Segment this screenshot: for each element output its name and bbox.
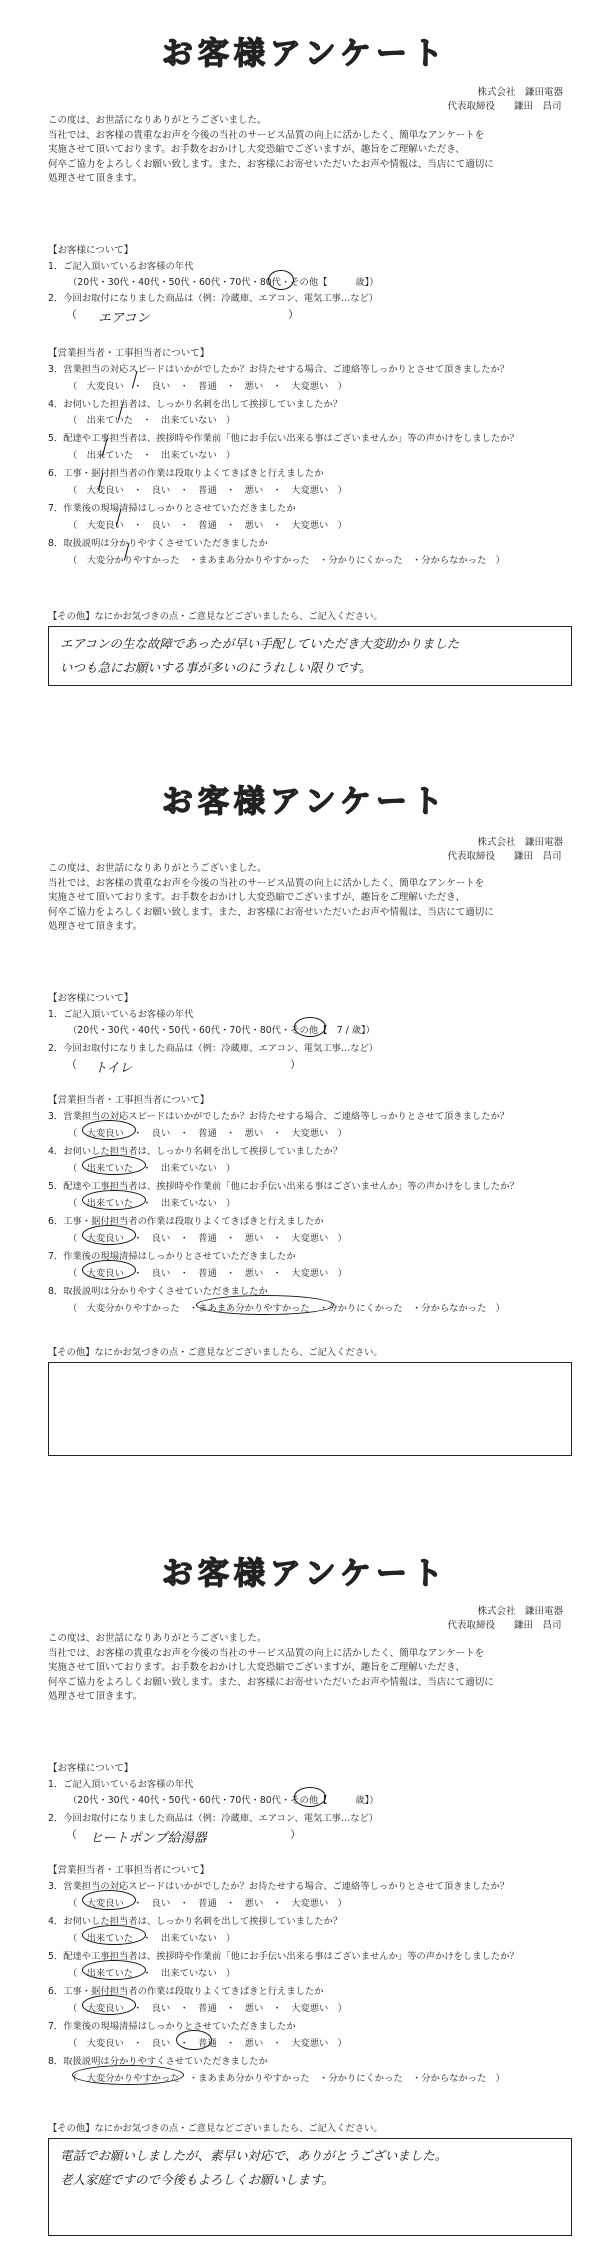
company-name: 株式会社 鎌田電器 xyxy=(477,837,563,848)
handwritten-answer: ヒートポンプ給湯器 xyxy=(90,1831,207,1846)
survey-title: お客様アンケート xyxy=(161,36,449,72)
intro-line: 何卒ご協力をよろしくお願い致します。また、お客様にお寄せいただいたお声や情報は、当店にて適切に xyxy=(48,906,494,918)
intro-line: 実施させて頂いております。お手数をおかけし大変恐縮でございますが、趣旨をご理解いただき、 xyxy=(48,144,465,155)
question-3-options: （ 大変良い ・ 良い ・ 普通 ・ 悪い ・ 大変悪い ） xyxy=(68,1128,347,1139)
intro-line: この度は、お世話になりありがとうございました。 xyxy=(48,1633,267,1644)
question-6: 6．工事・据付担当者の作業は段取りよくてきぱきと行えましたか xyxy=(48,1216,324,1227)
answer-circle xyxy=(82,1155,146,1175)
question-5: 5．配達や工事担当者は、挨拶時や作業前「他にお手伝い出来る事はございませんか」等の声かけをしましたか？ xyxy=(48,1951,519,1962)
survey-title: お客様アンケート xyxy=(161,1556,449,1592)
handwritten-answer: エアコン xyxy=(98,311,150,326)
answer-circle xyxy=(268,270,294,290)
section-customer: 【お客様について】 xyxy=(48,245,134,256)
question-6-options: （ 大変良い ・ 良い ・ 普通 ・ 悪い ・ 大変悪い ） xyxy=(68,1233,347,1244)
company-name: 株式会社 鎌田電器 xyxy=(477,87,563,98)
answer-paren-close: ） xyxy=(290,1828,301,1841)
question-3: 3．営業担当の対応スピードはいかがでしたか？お待たせする場合、ご連絡等しっかりとさせて頂きましたか？ xyxy=(48,364,510,375)
handwritten-comment: 老人家庭ですので今後もよろしくお願いします。 xyxy=(60,2172,335,2187)
intro-text xyxy=(48,114,568,187)
intro-line: 処理させて頂きます。 xyxy=(48,1691,143,1702)
question-6-options: （ 大変良い ・ 良い ・ 普通 ・ 悪い ・ 大変悪い ） xyxy=(68,2003,347,2014)
intro-line: 当社では、お客様の貴重なお声を今後の当社のサービス品質の向上に活かしたく、簡単なアンケートを xyxy=(48,129,485,141)
answer-circle xyxy=(82,1190,146,1210)
company-block xyxy=(447,1605,563,1633)
handwritten-comment: いつも急にお願いする事が多いのにうれしい限りです。 xyxy=(60,660,372,675)
question-5-options: （ 出来ていた ・ 出来ていない ） xyxy=(68,450,236,461)
answer-paren-open: （ xyxy=(66,308,77,321)
company-name: 株式会社 鎌田電器 xyxy=(477,1606,563,1617)
intro-text xyxy=(48,1632,568,1705)
question-8: 8．取扱説明は分かりやすくさせていただきましたか xyxy=(48,2056,268,2067)
question-8-options: （ 大変分かりやすかった ・まあまあ分かりやすかった ・分かりにくかった ・分からなかった ） xyxy=(68,1303,505,1314)
answer-circle xyxy=(82,1120,136,1140)
intro-line: 実施させて頂いております。お手数をおかけし大変恐縮でございますが、趣旨をご理解いただき、 xyxy=(48,1662,465,1673)
question-8: 8．取扱説明は分かりやすくさせていただきましたか xyxy=(48,538,268,549)
answer-circle xyxy=(176,2030,212,2050)
answer-paren-close: ） xyxy=(290,1058,301,1071)
answer-circle xyxy=(82,1260,136,1280)
question-4: 4．お伺いした担当者は、しっかり名刺を出して挨拶していましたか？ xyxy=(48,399,343,410)
question-7-options: （ 大変良い ・ 良い ・ 普通 ・ 悪い ・ 大変悪い ） xyxy=(68,2038,347,2049)
question-7-options: （ 大変良い ・ 良い ・ 普通 ・ 悪い ・ 大変悪い ） xyxy=(68,520,347,531)
question-1-options: （20代・30代・40代・50代・60代・70代・80代・その他【 7 / 歳】） xyxy=(68,1025,375,1036)
section-staff: 【営業担当者・工事担当者について】 xyxy=(48,348,210,359)
answer-circle xyxy=(82,1925,146,1945)
question-4-options: （ 出来ていた ・ 出来ていない ） xyxy=(68,415,236,426)
answer-circle xyxy=(196,1295,334,1315)
question-4-options: （ 出来ていた ・ 出来ていない ） xyxy=(68,1163,236,1174)
question-4: 4．お伺いした担当者は、しっかり名刺を出して挨拶していましたか？ xyxy=(48,1916,343,1927)
question-3-options: （ 大変良い ・ 良い ・ 普通 ・ 悪い ・ 大変悪い ） xyxy=(68,381,347,392)
answer-paren-open: （ xyxy=(66,1058,77,1071)
answer-circle xyxy=(82,1890,136,1910)
answer-circle xyxy=(72,2065,184,2085)
question-7: 7．作業後の現場清掃はしっかりとさせていただきましたか xyxy=(48,503,296,514)
question-1: 1．ご記入頂いているお客様の年代 xyxy=(48,261,194,272)
question-4: 4．お伺いした担当者は、しっかり名刺を出して挨拶していましたか？ xyxy=(48,1146,343,1157)
question-6: 6．工事・据付担当者の作業は段取りよくてきぱきと行えましたか xyxy=(48,1986,324,1997)
other-comments-label: 【その他】なにかお気づきの点・ご意見などございましたら、ご記入ください。 xyxy=(48,1347,383,1358)
answer-paren-open: （ xyxy=(66,1828,77,1841)
question-8: 8．取扱説明は分かりやすくさせていただきましたか xyxy=(48,1286,268,1297)
handwritten-answer: トイレ xyxy=(94,1061,133,1076)
intro-line: 何卒ご協力をよろしくお願い致します。また、お客様にお寄せいただいたお声や情報は、当店にて適切に xyxy=(48,1676,494,1688)
question-5-options: （ 出来ていた ・ 出来ていない ） xyxy=(68,1198,236,1209)
survey-title: お客様アンケート xyxy=(161,784,449,820)
intro-line: 当社では、お客様の貴重なお声を今後の当社のサービス品質の向上に活かしたく、簡単なアンケートを xyxy=(48,1647,485,1659)
question-2: 2．今回お取付になりました商品は（例：冷蔵庫、エアコン、電気工事…など） xyxy=(48,293,379,304)
question-2: 2．今回お取付になりました商品は（例：冷蔵庫、エアコン、電気工事…など） xyxy=(48,1043,379,1054)
question-6: 6．工事・据付担当者の作業は段取りよくてきぱきと行えましたか xyxy=(48,468,324,479)
intro-line: この度は、お世話になりありがとうございました。 xyxy=(48,863,267,874)
representative: 代表取締役 鎌田 昌司 xyxy=(447,1620,562,1631)
representative: 代表取締役 鎌田 昌司 xyxy=(447,851,562,862)
representative: 代表取締役 鎌田 昌司 xyxy=(447,101,562,112)
question-5: 5．配達や工事担当者は、挨拶時や作業前「他にお手伝い出来る事はございませんか」等の声かけをしましたか？ xyxy=(48,1181,519,1192)
question-1-options: （20代・30代・40代・50代・60代・70代・80代・その他【 歳】） xyxy=(68,1795,379,1806)
other-comments-label: 【その他】なにかお気づきの点・ご意見などございましたら、ご記入ください。 xyxy=(48,2123,383,2134)
section-customer: 【お客様について】 xyxy=(48,993,134,1004)
intro-line: 当社では、お客様の貴重なお声を今後の当社のサービス品質の向上に活かしたく、簡単なアンケートを xyxy=(48,877,485,889)
intro-line: 何卒ご協力をよろしくお願い致します。また、お客様にお寄せいただいたお声や情報は、当店にて適切に xyxy=(48,158,494,170)
section-customer: 【お客様について】 xyxy=(48,1763,134,1774)
comment-box xyxy=(48,1362,572,1456)
intro-line: この度は、お世話になりありがとうございました。 xyxy=(48,115,267,126)
answer-circle xyxy=(82,1960,146,1980)
answer-circle xyxy=(82,1225,136,1245)
answer-circle xyxy=(294,1787,326,1807)
answer-circle xyxy=(294,1017,326,1037)
question-7: 7．作業後の現場清掃はしっかりとさせていただきましたか xyxy=(48,1251,296,1262)
question-7-options: （ 大変良い ・ 良い ・ 普通 ・ 悪い ・ 大変悪い ） xyxy=(68,1268,347,1279)
question-3: 3．営業担当の対応スピードはいかがでしたか？お待たせする場合、ご連絡等しっかりとさせて頂きましたか？ xyxy=(48,1111,510,1122)
intro-line: 処理させて頂きます。 xyxy=(48,921,143,932)
question-1: 1．ご記入頂いているお客様の年代 xyxy=(48,1009,194,1020)
question-6-options: （ 大変良い ・ 良い ・ 普通 ・ 悪い ・ 大変悪い ） xyxy=(68,485,347,496)
handwritten-comment: 電話でお願いしましたが、素早い対応で、ありがとうございました。 xyxy=(60,2148,448,2163)
question-5-options: （ 出来ていた ・ 出来ていない ） xyxy=(68,1968,236,1979)
question-3: 3．営業担当の対応スピードはいかがでしたか？お待たせする場合、ご連絡等しっかりとさせて頂きましたか？ xyxy=(48,1881,510,1892)
company-block xyxy=(447,836,563,864)
question-4-options: （ 出来ていた ・ 出来ていない ） xyxy=(68,1933,236,1944)
section-staff: 【営業担当者・工事担当者について】 xyxy=(48,1865,210,1876)
company-block xyxy=(447,86,563,114)
handwritten-comment: エアコンの生な故障であったが早い手配していただき大変助かりました xyxy=(60,636,460,651)
intro-text xyxy=(48,862,568,935)
question-8-options: （ 大変分かりやすかった ・まあまあ分かりやすかった ・分かりにくかった ・分からなかった ） xyxy=(68,555,505,566)
question-1-options: （20代・30代・40代・50代・60代・70代・80代・その他【 歳】） xyxy=(68,277,379,288)
question-8-options: （ 大変分かりやすかった ・まあまあ分かりやすかった ・分かりにくかった ・分からなかった ） xyxy=(68,2073,505,2084)
question-1: 1．ご記入頂いているお客様の年代 xyxy=(48,1779,194,1790)
answer-circle xyxy=(82,1995,136,2015)
question-5: 5．配達や工事担当者は、挨拶時や作業前「他にお手伝い出来る事はございませんか」等の声かけをしましたか？ xyxy=(48,433,519,444)
answer-paren-close: ） xyxy=(288,308,299,321)
question-3-options: （ 大変良い ・ 良い ・ 普通 ・ 悪い ・ 大変悪い ） xyxy=(68,1898,347,1909)
intro-line: 処理させて頂きます。 xyxy=(48,173,143,184)
question-7: 7．作業後の現場清掃はしっかりとさせていただきましたか xyxy=(48,2021,296,2032)
section-staff: 【営業担当者・工事担当者について】 xyxy=(48,1095,210,1106)
intro-line: 実施させて頂いております。お手数をおかけし大変恐縮でございますが、趣旨をご理解いただき、 xyxy=(48,892,465,903)
other-comments-label: 【その他】なにかお気づきの点・ご意見などございましたら、ご記入ください。 xyxy=(48,611,383,622)
question-2: 2．今回お取付になりました商品は（例：冷蔵庫、エアコン、電気工事…など） xyxy=(48,1813,379,1824)
